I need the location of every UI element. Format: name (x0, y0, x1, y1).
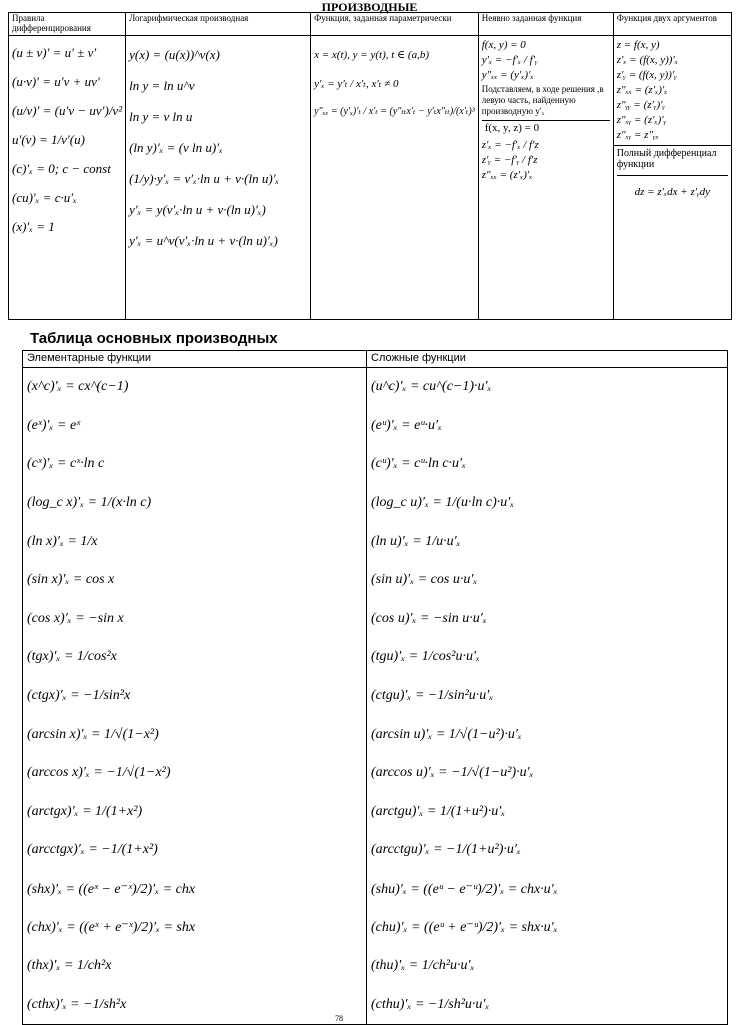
derivatives-rules-table (8, 12, 732, 320)
elementary-formula: (thx)′ₓ = 1/ch²x (23, 947, 367, 986)
header-elementary: Элементарные функции (23, 351, 367, 368)
composite-formula: (shu)′ₓ = ((eᵘ − e⁻ᵘ)/2)′ₓ = chx·u′ₓ (367, 870, 728, 909)
log-formula: ln y = v ln u (129, 109, 193, 124)
two-args-cell (613, 36, 731, 320)
elementary-formula: (arcctgx)′ₓ = −1/(1+x²) (23, 831, 367, 870)
implicit-formula: f(x, y) = 0 (481, 39, 526, 51)
table-row (23, 870, 728, 909)
header-two-args: Функция двух аргументов (613, 13, 731, 36)
logarithmic-cell (126, 36, 311, 320)
two-args-formula: z″ₓₓ = (z′ₓ)′ₓ (616, 84, 668, 96)
composite-formula: (ctgu)′ₓ = −1/sin²u·u′ₓ (367, 677, 728, 716)
param-formula: y′ₓ = y′ₜ / x′ₜ, x′ₜ ≠ 0 (314, 78, 399, 90)
log-formula: y′ₓ = u^v(v′ₓ·ln u + v·(ln u)′ₓ) (129, 233, 278, 248)
header-logarithmic: Логарифмическая производная (126, 13, 311, 36)
parametric-cell (311, 36, 479, 320)
param-formula: x = x(t), y = y(t), t ∈ (a,b) (314, 49, 430, 61)
table-row (23, 522, 728, 561)
elementary-formula: (shx)′ₓ = ((eˣ − e⁻ˣ)/2)′ₓ = chx (23, 870, 367, 909)
elementary-formula: (log_c x)′ₓ = 1/(x·ln c) (23, 484, 367, 523)
implicit-formula: z′ᵧ = −f′ᵧ / f′z (481, 154, 538, 166)
table-row (23, 908, 728, 947)
implicit-formula: y′ₓ = −f′ₓ / f′ᵧ (481, 54, 538, 66)
composite-formula: (arcsin u)′ₓ = 1/√(1−u²)·u′ₓ (367, 715, 728, 754)
composite-formula: (arcctgu)′ₓ = −1/(1+u²)·u′ₓ (367, 831, 728, 870)
composite-formula: (log_c u)′ₓ = 1/(u·ln c)·u′ₓ (367, 484, 728, 523)
two-args-formula: z″ₓᵧ = z″ᵧₓ (616, 129, 659, 141)
rule-formula: (u ± v)′ = u′ ± v′ (12, 45, 97, 60)
implicit-formula: y″ₓₓ = (y′ₓ)′ₓ (481, 69, 534, 81)
main-table-title: Таблица основных производных (30, 330, 278, 347)
log-formula: ln y = ln u^v (129, 78, 195, 93)
log-formula: (ln y)′ₓ = (v ln u)′ₓ (129, 140, 223, 155)
elementary-formula: (tgx)′ₓ = 1/cos²x (23, 638, 367, 677)
table-row (23, 561, 728, 600)
composite-formula: (arctgu)′ₓ = 1/(1+u²)·u′ₓ (367, 793, 728, 832)
composite-formula: (tgu)′ₓ = 1/cos²u·u′ₓ (367, 638, 728, 677)
composite-formula: (thu)′ₓ = 1/ch²u·u′ₓ (367, 947, 728, 986)
elementary-formula: (cos x)′ₓ = −sin x (23, 600, 367, 639)
page-title: ПРОИЗВОДНЫЕ (321, 0, 418, 14)
elementary-formula: (ln x)′ₓ = 1/x (23, 522, 367, 561)
composite-formula: (u^c)′ₓ = cu^(c−1)·u′ₓ (367, 368, 728, 407)
basic-derivatives-table (22, 350, 728, 1025)
two-args-formula: z′ᵧ = (f(x, y))′ᵧ (616, 69, 677, 81)
implicit-cell (478, 36, 613, 320)
log-formula: (1/y)·y′ₓ = v′ₓ·ln u + v·(ln u)′ₓ (129, 171, 280, 186)
two-args-formula: z″ᵧᵧ = (z′ᵧ)′ᵧ (616, 99, 666, 111)
header-implicit: Неявно заданная функция (478, 13, 613, 36)
elementary-formula: (x^c)′ₓ = cx^(c−1) (23, 368, 367, 407)
header-rules: Правила дифференцирования (9, 13, 126, 36)
rule-formula: (c)′ₓ = 0; c − const (12, 161, 111, 176)
log-formula: y′ₓ = y(v′ₓ·ln u + v·(ln u)′ₓ) (129, 202, 266, 217)
rule-formula: (u·v)′ = u′v + uv′ (12, 74, 100, 89)
elementary-formula: (sin x)′ₓ = cos x (23, 561, 367, 600)
two-args-formula: z″ₓᵧ = (z′ₓ)′ᵧ (616, 114, 667, 126)
elementary-formula: (chx)′ₓ = ((eˣ + e⁻ˣ)/2)′ₓ = shx (23, 908, 367, 947)
composite-formula: (arccos u)′ₓ = −1/√(1−u²)·u′ₓ (367, 754, 728, 793)
table-row (23, 407, 728, 446)
composite-formula: (cos u)′ₓ = −sin u·u′ₓ (367, 600, 728, 639)
rule-formula: u′(v) = 1/v′(u) (12, 132, 85, 147)
table-row (23, 715, 728, 754)
derivatives-rows (23, 368, 728, 1025)
two-args-formula: z = f(x, y) (616, 39, 660, 51)
two-args-formula: z′ₓ = (f(x, y))′ₓ (616, 54, 678, 66)
elementary-formula: (arctgx)′ₓ = 1/(1+x²) (23, 793, 367, 832)
log-formula: y(x) = (u(x))^v(x) (129, 47, 220, 62)
table-row (23, 986, 728, 1025)
composite-formula: (sin u)′ₓ = cos u·u′ₓ (367, 561, 728, 600)
table-row (23, 754, 728, 793)
header-composite: Сложные функции (367, 351, 728, 368)
composite-formula: (eᵘ)′ₓ = eᵘ·u′ₓ (367, 407, 728, 446)
page-number: 78 (335, 1014, 343, 1023)
table-row (23, 831, 728, 870)
implicit-formula: z″ₓₓ = (z′ₓ)′ₓ (481, 169, 533, 181)
rules-cell (9, 36, 126, 320)
rule-formula: (x)′ₓ = 1 (12, 219, 55, 234)
composite-formula: (chu)′ₓ = ((eᵘ + e⁻ᵘ)/2)′ₓ = shx·u′ₓ (367, 908, 728, 947)
table-row (23, 600, 728, 639)
composite-formula: (cthu)′ₓ = −1/sh²u·u′ₓ (367, 986, 728, 1025)
elementary-formula: (arccos x)′ₓ = −1/√(1−x²) (23, 754, 367, 793)
rule-formula: (u/v)′ = (u′v − uv′)/v² (12, 103, 123, 118)
implicit-subhead: f(x, y, z) = 0 (482, 120, 610, 136)
elementary-formula: (arcsin x)′ₓ = 1/√(1−x²) (23, 715, 367, 754)
table-row (23, 638, 728, 677)
composite-formula: (ln u)′ₓ = 1/u·u′ₓ (367, 522, 728, 561)
table-row (23, 484, 728, 523)
elementary-formula: (ctgx)′ₓ = −1/sin²x (23, 677, 367, 716)
implicit-note: Подставляем, в ходе решения ,в левую часть, найденную производную y′ₓ (481, 84, 604, 116)
table-row (23, 368, 728, 407)
table-row (23, 445, 728, 484)
table-row (23, 947, 728, 986)
elementary-formula: (cthx)′ₓ = −1/sh²x (23, 986, 367, 1025)
header-parametric: Функция, заданная параметрически (311, 13, 479, 36)
total-differential-label: Полный дифференциал функции (614, 145, 731, 172)
implicit-formula: z′ₓ = −f′ₓ / f′z (481, 139, 539, 151)
table-row (23, 793, 728, 832)
elementary-formula: (cˣ)′ₓ = cˣ·ln c (23, 445, 367, 484)
elementary-formula: (eˣ)′ₓ = eˣ (23, 407, 367, 446)
param-formula: y″ₓₓ = (y′ₓ)′ₜ / x′ₜ = (y″ₜₜx′ₜ − y′ₜx″ₜₜ)/(x′ₜ)³ (314, 106, 475, 117)
rule-formula: (cu)′ₓ = c·u′ₓ (12, 190, 77, 205)
total-differential-formula: dz = z′ₓdx + z′ᵧdy (617, 175, 728, 198)
composite-formula: (cᵘ)′ₓ = cᵘ·ln c·u′ₓ (367, 445, 728, 484)
table-row (23, 677, 728, 716)
